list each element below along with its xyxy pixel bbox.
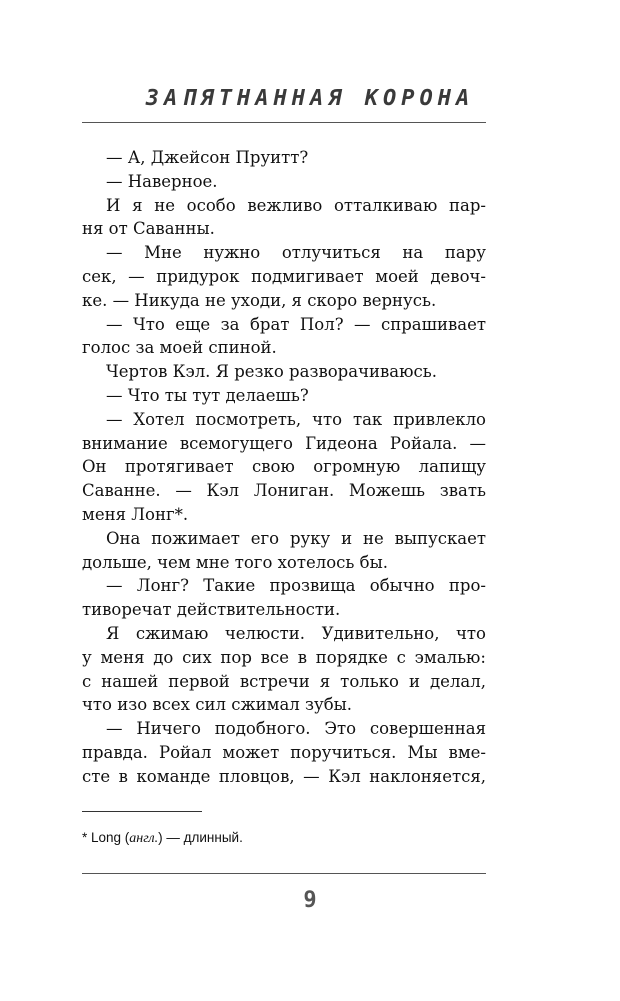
- footnote-suffix: ) — длинный.: [158, 830, 243, 845]
- text-line: меня Лонг*.: [82, 504, 189, 524]
- footnote-rule: [82, 811, 202, 812]
- text-line: Он протягивает свою огромную лапищу: [82, 457, 486, 477]
- page-number: 9: [303, 888, 317, 913]
- text-line: дольше, чем мне того хотелось бы.: [82, 552, 388, 572]
- text-line: сте в команде пловцов, — Кэл наклоняется,: [82, 766, 486, 786]
- text-line: Я сжимаю челюсти. Удивительно, что: [106, 623, 486, 643]
- text-line: — Ничего подобного. Это совершенная: [106, 719, 486, 739]
- text-line: — Лонг? Такие прозвища обычно про-: [106, 576, 486, 596]
- text-line: Саванне. — Кэл Лониган. Можешь звать: [82, 481, 486, 501]
- text-line: тиворечат действительности.: [82, 600, 341, 620]
- text-line: Она пожимает его руку и не выпускает: [106, 528, 486, 548]
- text-line: правда. Ройал может поручиться. Мы вме-: [82, 742, 486, 762]
- text-line: Чертов Кэл. Я резко разворачиваюсь.: [106, 362, 437, 382]
- text-line: — Хотел посмотреть, что так привлекло: [106, 409, 486, 429]
- running-header: ЗАПЯТНАННАЯ КОРОНА: [145, 86, 475, 111]
- text-line: сек, — придурок подмигивает моей девоч-: [82, 266, 486, 286]
- text-line: ке. — Никуда не уходи, я скоро вернусь.: [82, 290, 437, 310]
- text-line: — Что еще за брат Пол? — спрашивает: [106, 314, 486, 334]
- header-rule: [82, 122, 486, 123]
- footer-rule: [82, 873, 486, 874]
- footnote-lang: англ.: [129, 831, 159, 846]
- text-line: что изо всех сил сжимал зубы.: [82, 695, 353, 715]
- footnote: [82, 830, 243, 847]
- text-line: внимание всемогущего Гидеона Ройала. —: [82, 433, 486, 453]
- text-line: — А, Джейсон Пруитт?: [106, 148, 309, 167]
- text-line: И я не особо вежливо отталкиваю пар-: [106, 195, 486, 215]
- text-line: — Мне нужно отлучиться на пару: [106, 243, 486, 263]
- text-line: — Наверное.: [106, 171, 218, 191]
- text-line: ня от Саванны.: [82, 219, 215, 239]
- text-line: у меня до сих пор все в порядке с эмалью:: [82, 647, 486, 667]
- footnote-prefix: * Long (: [82, 830, 130, 845]
- text-line: — Что ты тут делаешь?: [106, 385, 309, 405]
- body-text: [82, 146, 486, 789]
- text-line: с нашей первой встречи я только и делал,: [82, 671, 486, 691]
- text-line: голос за моей спиной.: [82, 338, 277, 358]
